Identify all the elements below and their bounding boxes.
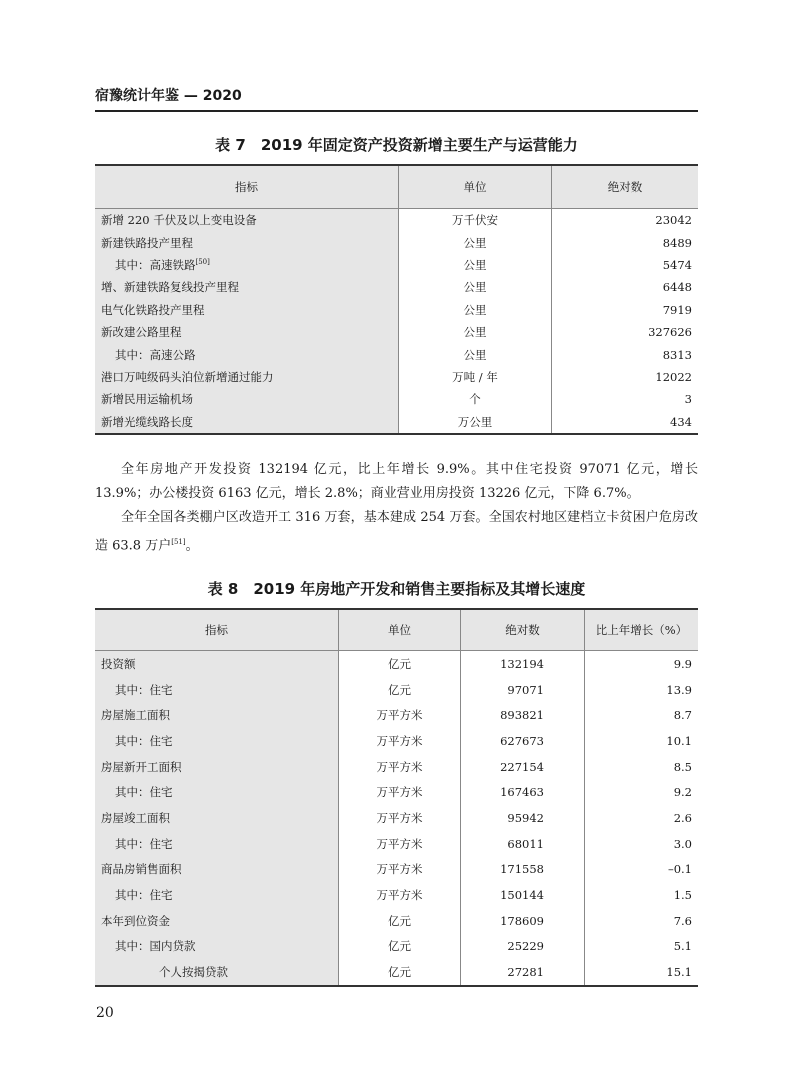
unit-cell: 万平方米 — [339, 754, 461, 780]
table8-header-indicator: 指标 — [95, 609, 339, 651]
table8-row — [95, 651, 698, 677]
paragraph-shantytown-renovation — [95, 506, 698, 558]
indicator-label: 新建铁路投产里程 — [101, 235, 193, 250]
unit-cell: 万平方米 — [339, 779, 461, 805]
indicator-cell: 其中：国内贷款 — [95, 934, 339, 960]
value-cell: 132194 — [461, 651, 585, 677]
unit-cell: 万吨 / 年 — [399, 366, 552, 388]
growth-cell: 2.6 — [673, 810, 692, 825]
growth-cell: 9.2 — [673, 785, 692, 800]
indicator-cell: 商品房销售面积 — [95, 857, 339, 883]
unit-cell: 万平方米 — [339, 857, 461, 883]
footnote-ref: [50] — [195, 258, 210, 267]
indicator-cell: 投资额 — [95, 651, 339, 677]
page-number: 20 — [96, 1005, 114, 1021]
table7-row — [95, 321, 698, 343]
table8-body — [95, 651, 698, 986]
unit-cell: 万千伏安 — [399, 209, 552, 232]
indicator-label: 港口万吨级码头泊位新增通过能力 — [101, 369, 274, 384]
value-cell: 12022 — [655, 369, 692, 384]
value-cell: 8313 — [662, 347, 692, 362]
indicator-label: 新增 220 千伏及以上变电设备 — [101, 213, 257, 228]
growth-cell: 10.1 — [666, 733, 692, 748]
value-cell: 7919 — [662, 302, 692, 317]
table8-row — [95, 959, 698, 986]
table7-row — [95, 343, 698, 365]
value-cell: 8489 — [662, 235, 692, 250]
table8-row — [95, 882, 698, 908]
table7-body — [95, 209, 698, 434]
value-cell: 178609 — [461, 908, 585, 934]
indicator-cell — [95, 321, 399, 343]
value-cell: 434 — [670, 414, 692, 429]
table7-row — [95, 231, 698, 253]
table8-row — [95, 805, 698, 831]
table7-header-unit: 单位 — [399, 165, 552, 209]
value-cell: 68011 — [461, 831, 585, 857]
unit-cell: 公里 — [399, 231, 552, 253]
growth-cell: 1.5 — [673, 888, 692, 903]
unit-cell: 公里 — [399, 321, 552, 343]
paragraph-real-estate-investment: 全年房地产开发投资 132194 亿元，比上年增长 9.9%。其中住宅投资 97071 亿元，增长 13.9%；办公楼投资 6163 亿元，增长 2.8%；商业营业用房投资 13226 亿元，下降 6.7%。 — [95, 462, 698, 501]
indicator-cell — [95, 276, 399, 298]
growth-cell: –0.1 — [667, 862, 692, 877]
growth-cell: 3.0 — [673, 836, 692, 851]
indicator-cell — [95, 343, 399, 365]
running-head: 宿豫统计年鉴 — 2020 — [95, 85, 698, 112]
unit-cell: 亿元 — [339, 651, 461, 677]
table8-header-unit: 单位 — [339, 609, 461, 651]
unit-cell: 亿元 — [339, 934, 461, 960]
indicator-cell — [95, 388, 399, 410]
indicator-label: 新改建公路里程 — [101, 325, 182, 340]
value-cell: 3 — [684, 392, 692, 407]
indicator-cell: 其中：住宅 — [95, 882, 339, 908]
unit-cell: 万平方米 — [339, 882, 461, 908]
table7-header-row — [95, 165, 698, 209]
indicator-cell: 个人按揭贷款 — [95, 959, 339, 986]
paragraph-end: 。 — [185, 538, 199, 554]
growth-cell: 5.1 — [673, 939, 692, 954]
table8-header-growth: 比上年增长（%） — [585, 609, 699, 651]
table8-title: 表 8 2019 年房地产开发和销售主要指标及其增长速度 — [207, 580, 586, 598]
unit-cell: 万平方米 — [339, 805, 461, 831]
unit-cell: 公里 — [399, 343, 552, 365]
indicator-label: 新增民用运输机场 — [101, 392, 193, 407]
indicator-cell — [95, 231, 399, 253]
indicator-cell: 其中：住宅 — [95, 779, 339, 805]
indicator-cell: 其中：住宅 — [95, 831, 339, 857]
table7-row — [95, 254, 698, 276]
table7 — [95, 164, 698, 435]
indicator-label: 电气化铁路投产里程 — [101, 302, 205, 317]
table7-row — [95, 366, 698, 388]
table8-row — [95, 754, 698, 780]
unit-cell: 公里 — [399, 276, 552, 298]
indicator-cell — [95, 209, 399, 232]
unit-cell: 万公里 — [399, 411, 552, 434]
table8-row — [95, 779, 698, 805]
indicator-label: 新增光缆线路长度 — [101, 414, 193, 429]
table7-row — [95, 276, 698, 298]
table8-row — [95, 934, 698, 960]
growth-cell: 9.9 — [673, 656, 692, 671]
table8-header-value: 绝对数 — [461, 609, 585, 651]
table8-row — [95, 831, 698, 857]
indicator-cell: 本年到位资金 — [95, 908, 339, 934]
unit-cell: 亿元 — [339, 677, 461, 703]
value-cell: 95942 — [461, 805, 585, 831]
indicator-label: 其中：高速铁路 — [115, 257, 196, 272]
value-cell: 150144 — [461, 882, 585, 908]
growth-cell: 13.9 — [666, 682, 692, 697]
indicator-cell: 其中：住宅 — [95, 728, 339, 754]
table7-row — [95, 388, 698, 410]
table7-header-indicator: 指标 — [95, 165, 399, 209]
value-cell: 23042 — [655, 213, 692, 228]
indicator-cell — [95, 411, 399, 434]
table7-header-value: 绝对数 — [552, 165, 699, 209]
footnote-ref: [51] — [171, 538, 186, 546]
indicator-cell: 其中：住宅 — [95, 677, 339, 703]
indicator-cell: 房屋新开工面积 — [95, 754, 339, 780]
value-cell: 627673 — [461, 728, 585, 754]
value-cell: 6448 — [662, 280, 692, 295]
unit-cell: 公里 — [399, 254, 552, 276]
table7-title: 表 7 2019 年固定资产投资新增主要生产与运营能力 — [215, 136, 578, 154]
unit-cell: 万平方米 — [339, 702, 461, 728]
value-cell: 227154 — [461, 754, 585, 780]
indicator-cell — [95, 366, 399, 388]
growth-cell: 15.1 — [666, 965, 692, 980]
indicator-label: 增、新建铁路复线投产里程 — [101, 280, 239, 295]
unit-cell: 个 — [399, 388, 552, 410]
table8-row — [95, 857, 698, 883]
value-cell: 25229 — [461, 934, 585, 960]
table8 — [95, 608, 698, 987]
table8-row — [95, 702, 698, 728]
unit-cell: 亿元 — [339, 959, 461, 986]
value-cell: 97071 — [461, 677, 585, 703]
unit-cell: 万平方米 — [339, 728, 461, 754]
table8-row — [95, 908, 698, 934]
indicator-cell — [95, 299, 399, 321]
indicator-label: 其中：高速公路 — [115, 347, 196, 362]
growth-cell: 8.5 — [673, 759, 692, 774]
value-cell: 327626 — [648, 325, 692, 340]
growth-cell: 8.7 — [673, 708, 692, 723]
indicator-cell: 房屋施工面积 — [95, 702, 339, 728]
indicator-cell: 房屋竣工面积 — [95, 805, 339, 831]
table8-row — [95, 728, 698, 754]
table7-row — [95, 209, 698, 232]
table8-row — [95, 677, 698, 703]
paragraph-text: 全年全国各类棚户区改造开工 316 万套，基本建成 254 万套。全国农村地区建档立卡贫困户危房改造 63.8 万户 — [95, 510, 698, 554]
unit-cell: 万平方米 — [339, 831, 461, 857]
indicator-cell — [95, 254, 399, 276]
unit-cell: 亿元 — [339, 908, 461, 934]
growth-cell: 7.6 — [673, 913, 692, 928]
table8-header-row — [95, 609, 698, 651]
value-cell: 5474 — [662, 257, 692, 272]
value-cell: 893821 — [461, 702, 585, 728]
table7-row — [95, 299, 698, 321]
value-cell: 27281 — [461, 959, 585, 986]
unit-cell: 公里 — [399, 299, 552, 321]
value-cell: 171558 — [461, 857, 585, 883]
value-cell: 167463 — [461, 779, 585, 805]
table7-row — [95, 411, 698, 434]
